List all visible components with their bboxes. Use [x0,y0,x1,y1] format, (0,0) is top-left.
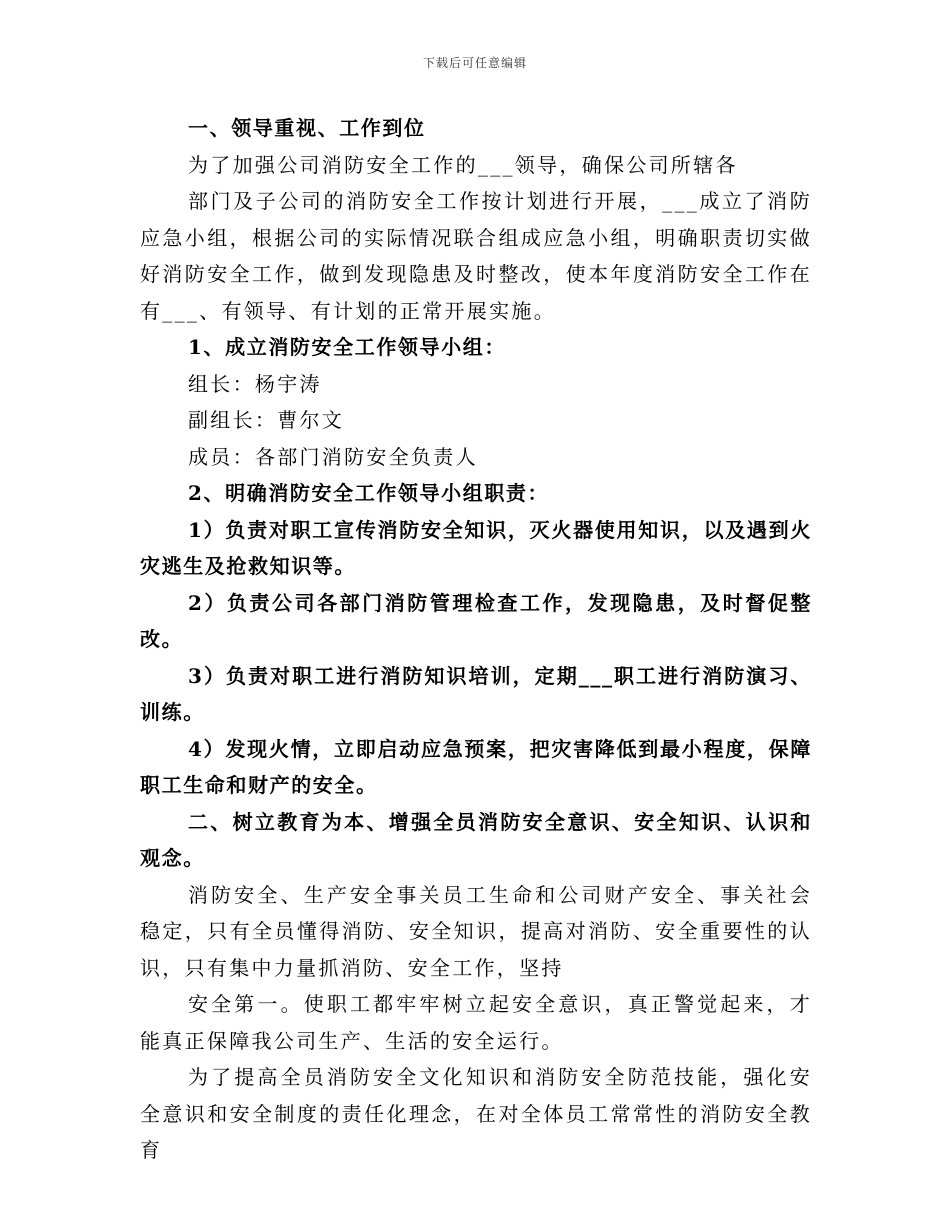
paragraph-4: 安全第一。使职工都牢牢树立起安全意识，真正警觉起来，才能真正保障我公司生产、生活的安全运行。 [140,992,812,1053]
duty-item-4: 4）发现火情，立即启动应急预案，把灾害降低到最小程度，保障职工生命和财产的安全。 [140,736,812,797]
group-members: 成员：各部门消防安全负责人 [188,444,478,469]
subsection-heading-1: 1、成立消防安全工作领导小组： [188,335,506,359]
document-body [140,110,812,1169]
section-heading-1: 一、领导重视、工作到位 [188,116,426,140]
section-heading-2: 二、树立教育为本、增强全员消防安全意识、安全知识、认识和观念。 [140,809,812,870]
page-header: 下载后可任意编辑 [422,56,527,70]
paragraph-1: 为了加强公司消防安全工作的___领导，确保公司所辖各 [188,152,738,177]
paragraph-3: 消防安全、生产安全事关员工生命和公司财产安全、事关社会稳定，只有全员懂得消防、安全知识，提高对消防、安全重要性的认识，只有集中力量抓消防、安全工作，坚持 [140,882,812,980]
group-vice-leader: 副组长：曹尔文 [188,408,345,432]
paragraph-5: 为了提高全员消防安全文化知识和消防安全防范技能，强化安全意识和安全制度的责任化理念，在对全体员工常常性的消防安全教育 [140,1065,812,1162]
paragraph-2: 部门及子公司的消防安全工作按计划进行开展，___成立了消防应急小组，根据公司的实际情况联合组成应急小组，明确职责切实做好消防安全工作，做到发现隐患及时整改，使本年度消防安全工作在有___、有领导、有计划的正常开展实施。 [140,189,812,323]
subsection-heading-2: 2、明确消防安全工作领导小组职责： [188,481,550,505]
duty-item-3: 3）负责对职工进行消防知识培训，定期___职工进行消防演习、训练。 [140,663,812,724]
duty-item-2: 2）负责公司各部门消防管理检查工作，发现隐患，及时督促整改。 [140,590,812,651]
duty-item-1: 1）负责对职工宣传消防安全知识，灭火器使用知识，以及遇到火灾逃生及抢救知识等。 [140,517,812,578]
group-leader: 组长：杨宇涛 [188,371,322,396]
